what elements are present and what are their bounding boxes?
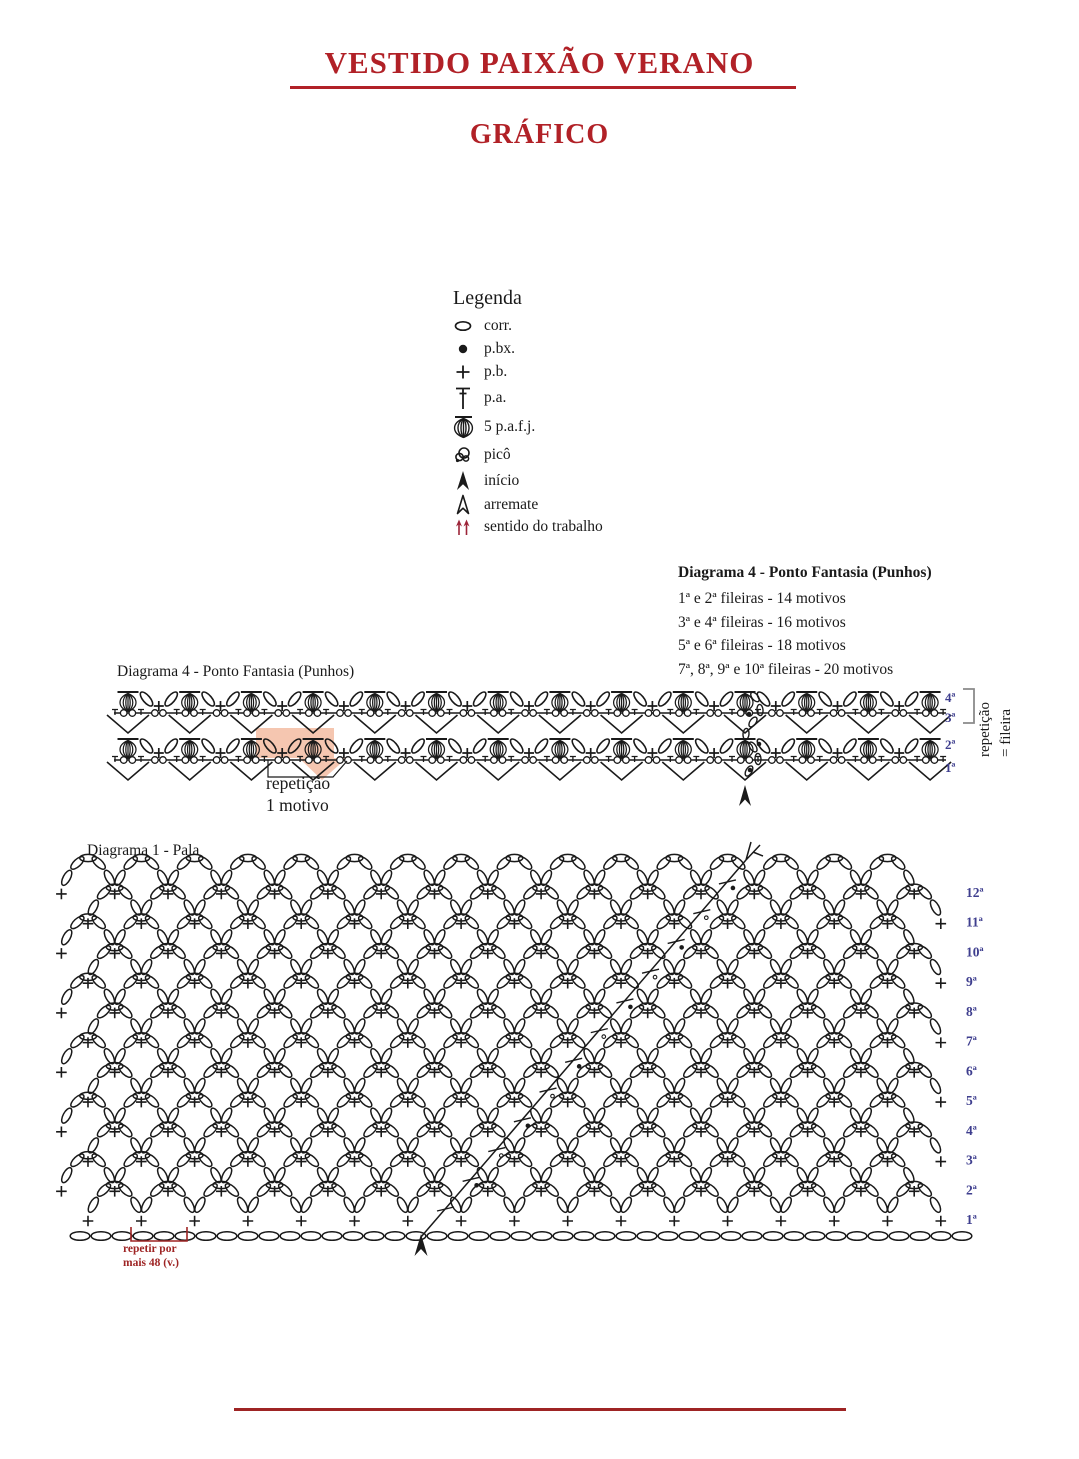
repeat-label-line2: 1 motivo bbox=[266, 795, 329, 815]
diagram4-info-lines bbox=[678, 587, 998, 681]
diagram4-info-line: 3ª e 4ª fileiras - 16 motivos bbox=[678, 613, 846, 631]
diagram1-mesh bbox=[56, 854, 983, 1241]
diagram1-row-label: 4ª bbox=[966, 1122, 977, 1138]
side-note-line2: = fileira bbox=[998, 708, 1014, 757]
repeat-label-line1: repetição bbox=[266, 773, 331, 793]
finish-arrow-icon bbox=[449, 493, 477, 517]
diagram1-row-label: 3ª bbox=[966, 1152, 977, 1168]
row-repeat-bracket bbox=[963, 689, 974, 723]
diagram1-row-label: 12ª bbox=[966, 885, 984, 900]
legend-item bbox=[449, 314, 603, 338]
legend-item-label: p.bx. bbox=[484, 340, 515, 357]
side-note-line1: repetição bbox=[977, 702, 993, 757]
diagram4-row-label: 1ª bbox=[945, 760, 956, 775]
diagram4-row-label: 4ª bbox=[945, 690, 956, 705]
double-crochet-icon bbox=[449, 385, 477, 411]
slip-stitch-icon bbox=[449, 340, 477, 358]
diagram1-row-label: 2ª bbox=[966, 1182, 977, 1198]
legend-item bbox=[449, 442, 603, 468]
legend-item-label: início bbox=[484, 471, 520, 489]
legend-item-label: p.b. bbox=[484, 362, 508, 380]
band-start-arrow bbox=[739, 785, 751, 806]
diagram4-row-label: 3ª bbox=[945, 710, 956, 725]
diagram1-row-label: 5ª bbox=[966, 1093, 977, 1109]
legend-item bbox=[449, 360, 603, 383]
diagram1-row-label: 7ª bbox=[966, 1033, 977, 1049]
mesh-finish-fork bbox=[746, 842, 763, 860]
diagram1-row-label: 10ª bbox=[966, 944, 984, 960]
diagram4-info-line: 7ª, 8ª, 9ª e 10ª fileiras - 20 motivos bbox=[678, 660, 894, 678]
diagram1-repeat-note bbox=[123, 1243, 179, 1270]
repeat-note-line2: mais 48 (v.) bbox=[123, 1256, 179, 1269]
diagram4-info-block bbox=[678, 564, 998, 681]
legend-item-label: 5 p.a.f.j. bbox=[484, 418, 536, 435]
diagram1-row-label: 1ª bbox=[966, 1212, 977, 1228]
legend-item bbox=[449, 412, 603, 442]
diagram4-label: Diagrama 4 - Ponto Fantasia (Punhos) bbox=[117, 663, 355, 680]
legend-item-label: corr. bbox=[484, 317, 512, 334]
diagram4-row-label: 2ª bbox=[945, 737, 956, 752]
legend-item bbox=[449, 468, 603, 493]
legend-item bbox=[449, 383, 603, 412]
legend-item bbox=[449, 338, 603, 360]
legend bbox=[449, 287, 603, 538]
diagram4-repeat-label bbox=[266, 772, 330, 816]
diagram1-row-label: 9ª bbox=[966, 974, 977, 990]
work-direction-icon bbox=[449, 516, 477, 538]
page-title: VESTIDO PAIXÃO VERANO bbox=[324, 44, 755, 80]
legend-title: Legenda bbox=[453, 287, 522, 309]
chain-stitch-icon bbox=[449, 316, 477, 336]
diagram4-side-note bbox=[975, 667, 1019, 757]
legend-list bbox=[449, 314, 603, 538]
diagram1-row-label: 8ª bbox=[966, 1003, 977, 1019]
diagram4-info-line: 1ª e 2ª fileiras - 14 motivos bbox=[678, 590, 846, 607]
diagram1-row-label: 6ª bbox=[966, 1063, 977, 1079]
repeat-note-line1: repetir por bbox=[123, 1243, 177, 1255]
single-crochet-icon bbox=[449, 363, 477, 381]
diagram4-info-line: 5ª e 6ª fileiras - 18 motivos bbox=[678, 637, 846, 654]
legend-item-label: picô bbox=[484, 446, 511, 463]
diagram1-row-label: 11ª bbox=[966, 914, 983, 930]
legend-item bbox=[449, 493, 603, 516]
legend-item-label: arremate bbox=[484, 495, 539, 513]
diagram4-info-title: Diagrama 4 - Ponto Fantasia (Punhos) bbox=[678, 564, 932, 581]
legend-item bbox=[449, 516, 603, 538]
start-arrow-icon bbox=[449, 469, 477, 493]
legend-item-label: p.a. bbox=[484, 388, 507, 406]
diagram4-band bbox=[107, 689, 974, 780]
page-subtitle: GRÁFICO bbox=[469, 119, 610, 151]
legend-item-label: sentido do trabalho bbox=[484, 518, 603, 535]
picot-icon bbox=[449, 443, 477, 467]
puff-5dc-cluster-icon bbox=[449, 414, 477, 440]
diagram1-label: Diagrama 1 - Pala bbox=[87, 842, 200, 859]
